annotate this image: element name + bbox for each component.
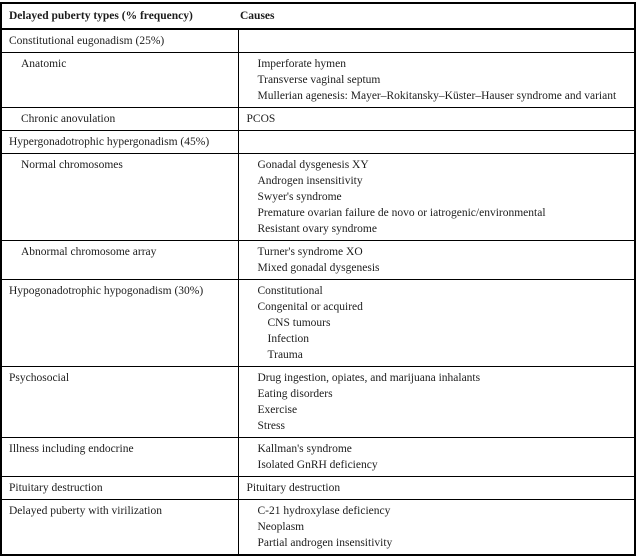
table-row [1, 241, 635, 280]
type-cell: Anatomic [1, 53, 238, 108]
type-cell: Psychosocial [1, 367, 238, 438]
table-row [1, 438, 635, 477]
cause-line: Androgen insensitivity [257, 175, 363, 187]
table-row [1, 53, 635, 108]
cause-line: Resistant ovary syndrome [257, 223, 377, 235]
type-cell: Pituitary destruction [1, 477, 238, 500]
table-header [1, 3, 635, 29]
header-causes: Causes [238, 3, 635, 29]
cause-line: Mullerian agenesis: Mayer–Rokitansky–Küster–Hauser syndrome and variant [257, 90, 617, 102]
causes-cell [238, 29, 635, 53]
type-cell: Abnormal chromosome array [1, 241, 238, 280]
cause-line: Isolated GnRH deficiency [257, 459, 378, 471]
table-row [1, 477, 635, 500]
type-cell: Constitutional eugonadism (25%) [1, 29, 238, 53]
header-types: Delayed puberty types (% frequency) [1, 3, 238, 29]
table-row [1, 280, 635, 367]
type-cell: Hypergonadotrophic hypergonadism (45%) [1, 131, 238, 154]
cause-line: Swyer's syndrome [257, 191, 342, 203]
cause-line: Congenital or acquired [257, 301, 363, 313]
type-cell: Delayed puberty with virilization [1, 500, 238, 556]
causes-cell [238, 154, 635, 241]
cause-line: Transverse vaginal septum [257, 74, 381, 86]
table-row [1, 154, 635, 241]
cause-line: Stress [257, 420, 285, 432]
causes-cell [238, 438, 635, 477]
delayed-puberty-table [0, 2, 636, 556]
type-cell: Chronic anovulation [1, 108, 238, 131]
cause-line: Drug ingestion, opiates, and marijuana inhalants [257, 372, 481, 384]
causes-cell [238, 280, 635, 367]
causes-cell [238, 367, 635, 438]
cause-line: Eating disorders [257, 388, 333, 400]
table-row [1, 108, 635, 131]
table-row [1, 500, 635, 556]
type-cell: Normal chromosomes [1, 154, 238, 241]
table-row [1, 29, 635, 53]
cause-line: C-21 hydroxylase deficiency [257, 505, 391, 517]
cause-line: Mixed gonadal dysgenesis [257, 262, 380, 274]
causes-cell [238, 53, 635, 108]
cause-line: Partial androgen insensitivity [257, 537, 393, 549]
table-row [1, 131, 635, 154]
causes-cell [238, 241, 635, 280]
type-cell: Hypogonadotrophic hypogonadism (30%) [1, 280, 238, 367]
cause-line: PCOS [246, 113, 276, 125]
cause-line: CNS tumours [267, 317, 331, 329]
causes-cell [238, 131, 635, 154]
causes-cell [238, 477, 635, 500]
cause-line: Premature ovarian failure de novo or iatrogenic/environmental [257, 207, 546, 219]
cause-line: Neoplasm [257, 521, 305, 533]
causes-cell [238, 108, 635, 131]
cause-line: Constitutional [257, 285, 323, 297]
causes-cell [238, 500, 635, 556]
cause-line: Exercise [257, 404, 298, 416]
cause-line: Kallman's syndrome [257, 443, 352, 455]
cause-line: Infection [267, 333, 310, 345]
type-cell: Illness including endocrine [1, 438, 238, 477]
cause-line: Trauma [267, 349, 303, 361]
header-row [1, 3, 635, 29]
cause-line: Turner's syndrome XO [257, 246, 363, 258]
cause-line: Pituitary destruction [246, 482, 341, 494]
table-body [1, 29, 635, 555]
table-row [1, 367, 635, 438]
cause-line: Gonadal dysgenesis XY [257, 159, 369, 171]
cause-line: Imperforate hymen [257, 58, 346, 70]
